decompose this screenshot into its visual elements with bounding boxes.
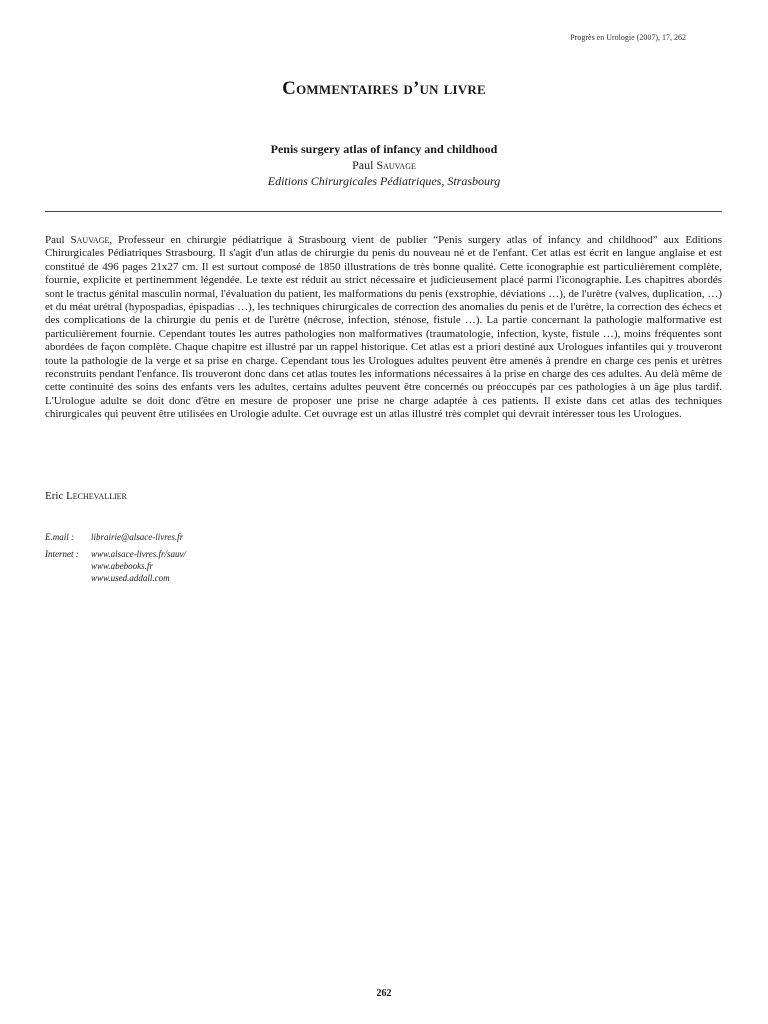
book-author xyxy=(0,157,768,173)
internet-row xyxy=(45,548,186,584)
book-publisher: Editions Chirurgicales Pédiatriques, Strasbourg xyxy=(267,174,501,188)
email-link[interactable]: librairie@alsace-livres.fr xyxy=(91,532,184,542)
book-title: Penis surgery atlas of infancy and childhood xyxy=(270,142,498,156)
reviewer-byline xyxy=(45,490,127,502)
book-author-last: Sauvage xyxy=(376,158,416,172)
review-body xyxy=(45,234,722,422)
reviewer-first: Eric xyxy=(45,490,64,502)
website-link[interactable]: www.used.addall.com xyxy=(91,573,170,583)
reviewer-last: Lechevallier xyxy=(66,490,127,502)
page-number: 262 xyxy=(376,988,392,999)
contact-info xyxy=(45,531,186,584)
website-link[interactable]: www.abebooks.fr xyxy=(91,561,153,571)
book-info xyxy=(0,141,768,189)
website-list xyxy=(91,548,186,584)
review-intro-last: Sauvage xyxy=(70,234,110,246)
internet-label: Internet : xyxy=(45,549,79,559)
review-intro-name xyxy=(45,234,109,246)
website-link[interactable]: www.alsace-livres.fr/sauv/ xyxy=(91,549,186,559)
book-author-first: Paul xyxy=(352,158,374,172)
email-label: E.mail : xyxy=(45,532,74,542)
review-intro-first: Paul xyxy=(45,234,65,246)
running-head: Progrès en Urologie (2007), 17, 262 xyxy=(570,33,686,42)
review-text: , Professeur en chirurgie pédiatrique à Strasbourg vient de publier “Penis surgery atlas of infancy and childhood” aux Editions Chirurgicales Pédiatriques Strasbourg. Il s'agit d'un atlas de chirurgie du penis du nouveau né et de l'enfant. Cet atlas est écrit en langue anglaise et est constitué de 496 pages 21x27 cm. Il est surtout composé de 1850 illustrations de très bonne qualité. Cette iconographie est particulièrement complète, fournie, explicite et pertinemment légendée. Le texte est réduit au strict nécessaire et judicieusement placé parmi l'iconographie. Les chapitres abordés sont le tractus génital masculin normal, l'évaluation du patient, les malformations du penis (exstrophie, déviations …), de l'urètre (valves, duplication, …) et du méat urétral (hypospadias, épispadias …), les techniques chirurgicales de correction des anomalies du penis et de l'urètre, la correction des échecs et des complications de la chirurgie du penis et de l'urètre (nécrose, infection, sténose, fistule …). La partie concernant la pathologie malformative est particulièrement fournie. Cependant toutes les autres pathologies non malformatives (traumatologie, infection, kyste, fistule …), moins fréquentes sont abordées de façon complète. Chaque chapitre est illustré par un rappel historique. Cet atlas est a priori destiné aux Urologues infantiles qui y trouveront toute la pathologie de la verge et sa prise en charge. Cependant tous les Urologues adultes peuvent être amenés à prendre en charge ces penis et urètres reconstruits pendant l'enfance. Ils trouveront donc dans cet atlas toutes les informations nécessaires à la prise en charge des ces adultes. Au delà même de cette continuité des soins des enfants vers les adultes, certains adultes peuvent être concernés ou préoccupés par ces pathologies à un âge plus tardif. L'Urologue adulte se doit donc d'être en mesure de proposer une prise ne charge adaptée à ces patients. Il existe dans cet atlas des techniques chirurgicales qui peuvent être utilisées en Urologie adulte. Cet ouvrage est un atlas illustré très complet qui devrait intéresser tous les Urologues. xyxy=(45,234,722,421)
horizontal-divider xyxy=(45,211,722,212)
email-row xyxy=(45,531,186,543)
section-title: Commentaires d’un livre xyxy=(282,78,486,99)
